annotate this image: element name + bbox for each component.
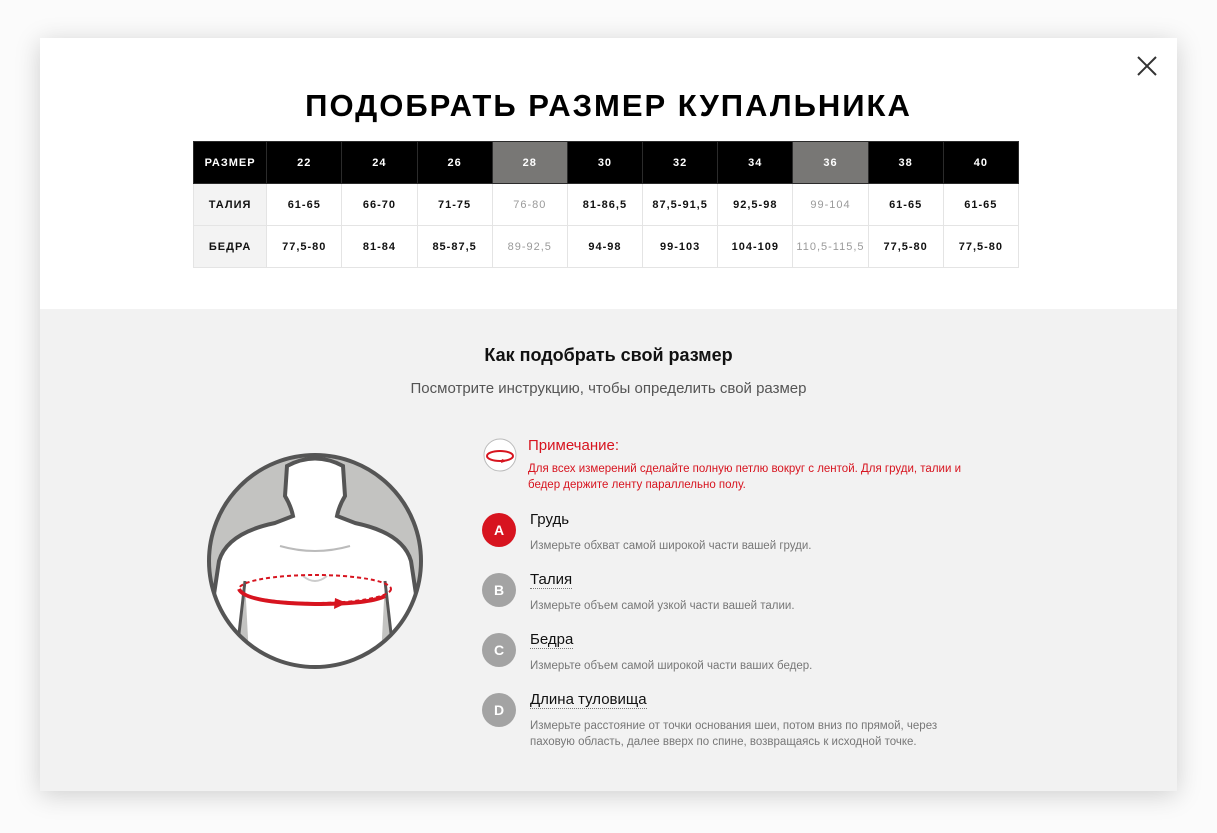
size-header-cell: 38 <box>868 142 943 184</box>
badge-c: C <box>482 633 516 667</box>
table-cell: 81-84 <box>342 226 417 268</box>
item-title[interactable]: Талия <box>530 571 573 588</box>
tape-loop-icon <box>482 437 518 473</box>
size-guide-modal <box>40 38 1177 791</box>
size-table <box>193 141 1019 268</box>
table-cell: 87,5-91,5 <box>643 184 718 226</box>
table-cell-dimmed: 110,5-115,5 <box>793 226 868 268</box>
item-text: Измерьте расстояние от точки основания шеи, потом вниз по прямой, через паховую область, далее вверх по спине, возвращаясь к исходной точке. <box>530 720 938 748</box>
table-cell: 77,5-80 <box>267 226 342 268</box>
size-header-row <box>194 142 1019 184</box>
note-text: Для всех измерений сделайте полную петлю вокруг с лентой. Для груди, талии и бедер держите ленту параллельно полу. <box>528 463 961 491</box>
row-label-hips: БЕДРА <box>194 226 267 268</box>
table-row-waist <box>194 184 1019 226</box>
size-header-cell: 22 <box>267 142 342 184</box>
table-cell: 104-109 <box>718 226 793 268</box>
item-text: Измерьте обхват самой широкой части вашей груди. <box>530 540 812 552</box>
size-header-cell: 34 <box>718 142 793 184</box>
guide-heading: Как подобрать свой размер <box>484 345 733 365</box>
item-title: Грудь <box>530 511 570 528</box>
size-header-cell-highlighted: 28 <box>492 142 567 184</box>
table-cell: 61-65 <box>267 184 342 226</box>
table-cell: 71-75 <box>417 184 492 226</box>
body-measurement-illustration <box>205 451 425 671</box>
close-icon[interactable] <box>1135 54 1159 78</box>
size-header-cell: 26 <box>417 142 492 184</box>
table-row-hips <box>194 226 1019 268</box>
badge-b: B <box>482 573 516 607</box>
table-cell: 77,5-80 <box>868 226 943 268</box>
table-cell: 94-98 <box>567 226 642 268</box>
size-header-cell-highlighted: 36 <box>793 142 868 184</box>
table-cell: 99-103 <box>643 226 718 268</box>
table-cell: 61-65 <box>943 184 1018 226</box>
table-cell: 85-87,5 <box>417 226 492 268</box>
size-header-label: РАЗМЕР <box>194 142 267 184</box>
item-text: Измерьте объем самой широкой части ваших бедер. <box>530 660 813 672</box>
table-cell: 66-70 <box>342 184 417 226</box>
table-cell: 81-86,5 <box>567 184 642 226</box>
modal-title: ПОДОБРАТЬ РАЗМЕР КУПАЛЬНИКА <box>305 88 912 123</box>
measure-guide-section <box>40 309 1177 791</box>
item-text: Измерьте объем самой узкой части вашей талии. <box>530 600 795 612</box>
item-title[interactable]: Длина туловища <box>530 691 647 708</box>
table-cell: 61-65 <box>868 184 943 226</box>
guide-subheading: Посмотрите инструкцию, чтобы определить свой размер <box>410 380 807 397</box>
size-header-cell: 32 <box>643 142 718 184</box>
badge-a: A <box>482 513 516 547</box>
table-cell: 92,5-98 <box>718 184 793 226</box>
size-header-cell: 24 <box>342 142 417 184</box>
row-label-waist: ТАЛИЯ <box>194 184 267 226</box>
table-cell-dimmed: 89-92,5 <box>492 226 567 268</box>
note-title: Примечание: <box>528 437 619 454</box>
table-cell-dimmed: 76-80 <box>492 184 567 226</box>
badge-d: D <box>482 693 516 727</box>
item-title[interactable]: Бедра <box>530 631 574 648</box>
size-header-cell: 30 <box>567 142 642 184</box>
size-header-cell: 40 <box>943 142 1018 184</box>
table-cell-dimmed: 99-104 <box>793 184 868 226</box>
table-cell: 77,5-80 <box>943 226 1018 268</box>
